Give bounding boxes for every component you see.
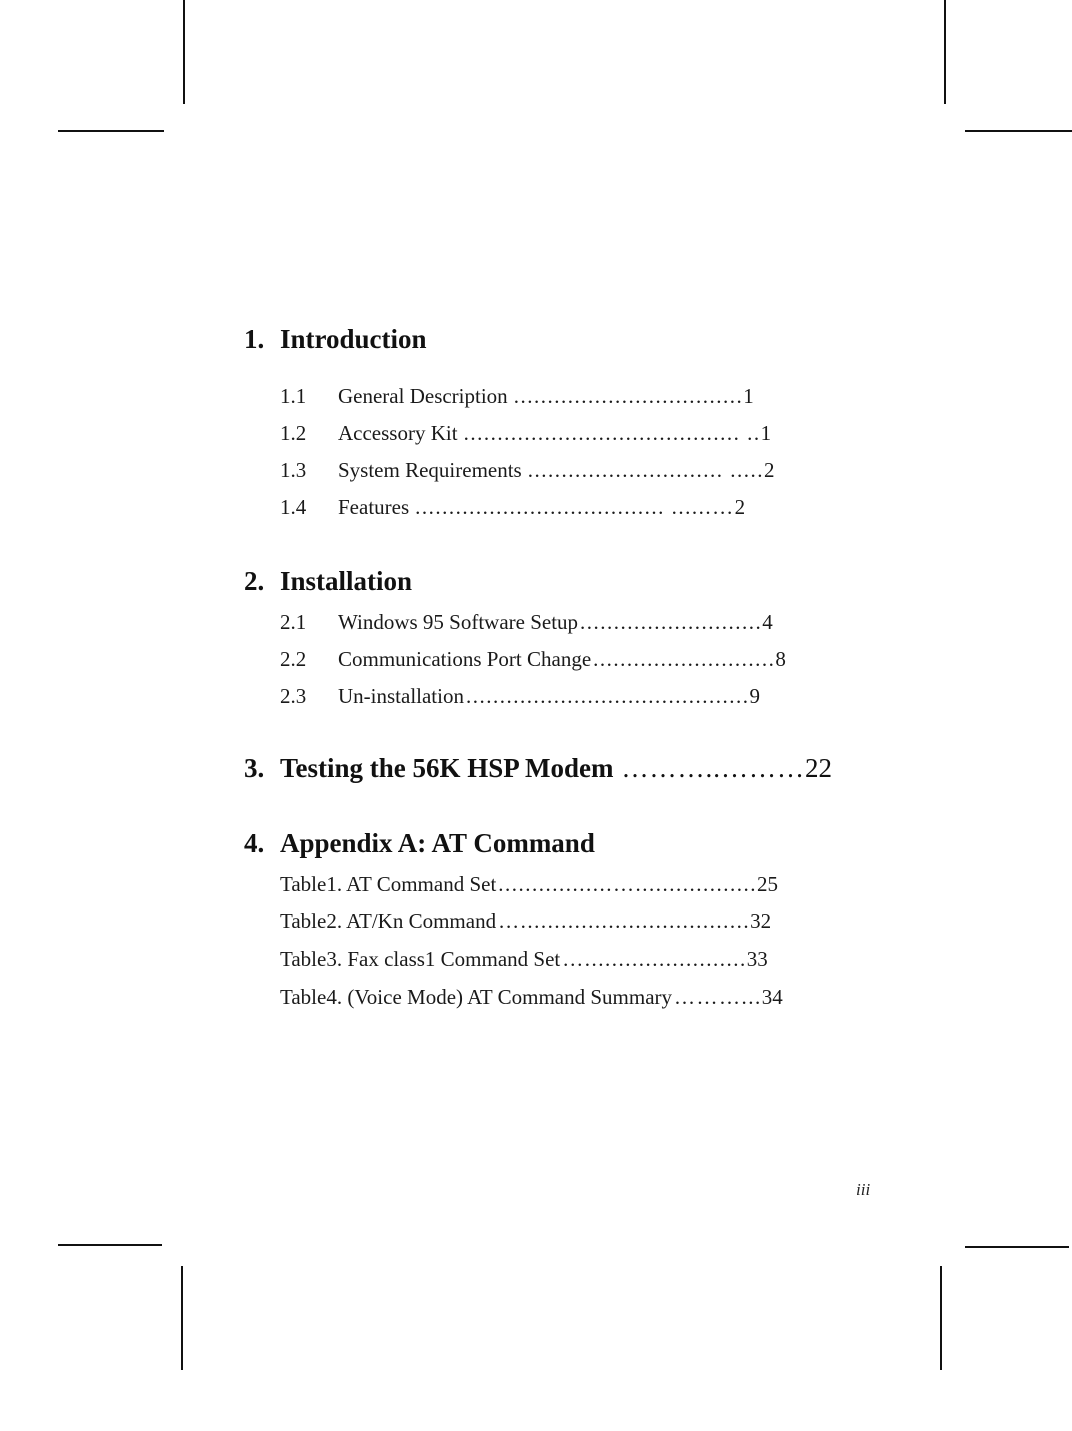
section-number: 3.	[244, 753, 265, 783]
section-title: Introduction	[280, 324, 427, 354]
section-testing[interactable]	[244, 753, 884, 784]
entry-page: 9	[749, 684, 760, 708]
section-appendix-a	[244, 828, 884, 859]
toc-entry[interactable]	[280, 684, 880, 709]
entry-number: 1.3	[280, 458, 307, 482]
entry-page: 2	[763, 458, 775, 482]
entry-page: 8	[775, 647, 786, 671]
toc-entry[interactable]	[280, 495, 880, 520]
section-title: Installation	[280, 566, 413, 596]
entry-label: Table2. AT/Kn Command	[280, 909, 497, 933]
entry-page: 32	[750, 909, 772, 933]
entry-number: 1.4	[280, 495, 307, 519]
entry-label: System Requirements	[338, 458, 522, 482]
page-number: iii	[856, 1180, 871, 1199]
section-title: Testing the 56K HSP Modem	[280, 753, 614, 783]
entry-label: Windows 95 Software Setup	[338, 610, 579, 634]
section-heading	[244, 566, 884, 597]
toc-entry[interactable]	[280, 610, 880, 635]
leader-dots: …........................	[562, 947, 747, 971]
leader-dots: ..................................	[513, 384, 744, 408]
entry-label: Table3. Fax class1 Command Set	[280, 947, 561, 971]
section-number: 2.	[244, 566, 265, 596]
leader-dots: ………..………	[621, 753, 806, 783]
toc-entry[interactable]	[280, 985, 880, 1010]
section-installation	[244, 566, 884, 597]
section-heading	[244, 828, 884, 859]
leader-dots: ............................. .....	[527, 458, 764, 482]
entry-number: 1.2	[280, 421, 307, 445]
entry-page: 25	[757, 872, 779, 896]
toc-entry[interactable]	[280, 458, 880, 483]
toc-entry[interactable]	[280, 872, 880, 897]
entry-label: Communications Port Change	[338, 647, 592, 671]
crop-mark-bottom-right-vertical	[940, 1266, 942, 1370]
crop-mark-bottom-left-horizontal	[58, 1244, 162, 1246]
section-page: 22	[805, 753, 833, 783]
entry-number: 2.1	[280, 610, 307, 634]
leader-dots: ..........................................	[465, 684, 750, 708]
entry-label: Accessory Kit	[338, 421, 458, 445]
entry-number: 1.1	[280, 384, 307, 408]
entry-label: General Description	[338, 384, 508, 408]
crop-mark-bottom-right-horizontal	[965, 1246, 1069, 1248]
toc-entry[interactable]	[280, 421, 880, 446]
section-heading	[244, 324, 884, 355]
entry-label: Features	[338, 495, 410, 519]
section-number: 1.	[244, 324, 265, 354]
leader-dots: ..................................... ......…	[415, 495, 735, 519]
entry-page: 1	[743, 384, 754, 408]
toc-entry[interactable]	[280, 909, 880, 934]
toc-entry[interactable]	[280, 947, 880, 972]
entry-page: 2	[734, 495, 746, 519]
entry-number: 2.3	[280, 684, 307, 708]
section-heading	[244, 753, 884, 784]
toc-entry[interactable]	[280, 384, 880, 409]
leader-dots: ………...	[674, 985, 762, 1009]
crop-mark-top-left-horizontal	[58, 130, 164, 132]
crop-mark-top-right-vertical	[944, 0, 946, 104]
leader-dots: .................…..................	[498, 872, 758, 896]
crop-mark-bottom-left-vertical	[181, 1266, 183, 1370]
section-introduction	[244, 324, 884, 355]
entry-page: 33	[746, 947, 768, 971]
section-number: 4.	[244, 828, 265, 858]
leader-dots: …..................................	[498, 909, 751, 933]
toc-entry[interactable]	[280, 647, 880, 672]
entry-number: 2.2	[280, 647, 307, 671]
leader-dots: ......................................... ..	[463, 421, 761, 445]
entry-label: Un-installation	[338, 684, 464, 708]
entry-label: Table1. AT Command Set	[280, 872, 497, 896]
section-title: Appendix A: AT Command	[280, 828, 595, 858]
crop-mark-top-right-horizontal	[965, 130, 1072, 132]
entry-page: 1	[760, 421, 772, 445]
entry-page: 34	[761, 985, 783, 1009]
entry-page: 4	[762, 610, 773, 634]
leader-dots: ...........................	[580, 610, 763, 634]
leader-dots: ...........................	[593, 647, 776, 671]
entry-label: Table4. (Voice Mode) AT Command Summary	[280, 985, 673, 1009]
crop-mark-top-left-vertical	[183, 0, 185, 104]
